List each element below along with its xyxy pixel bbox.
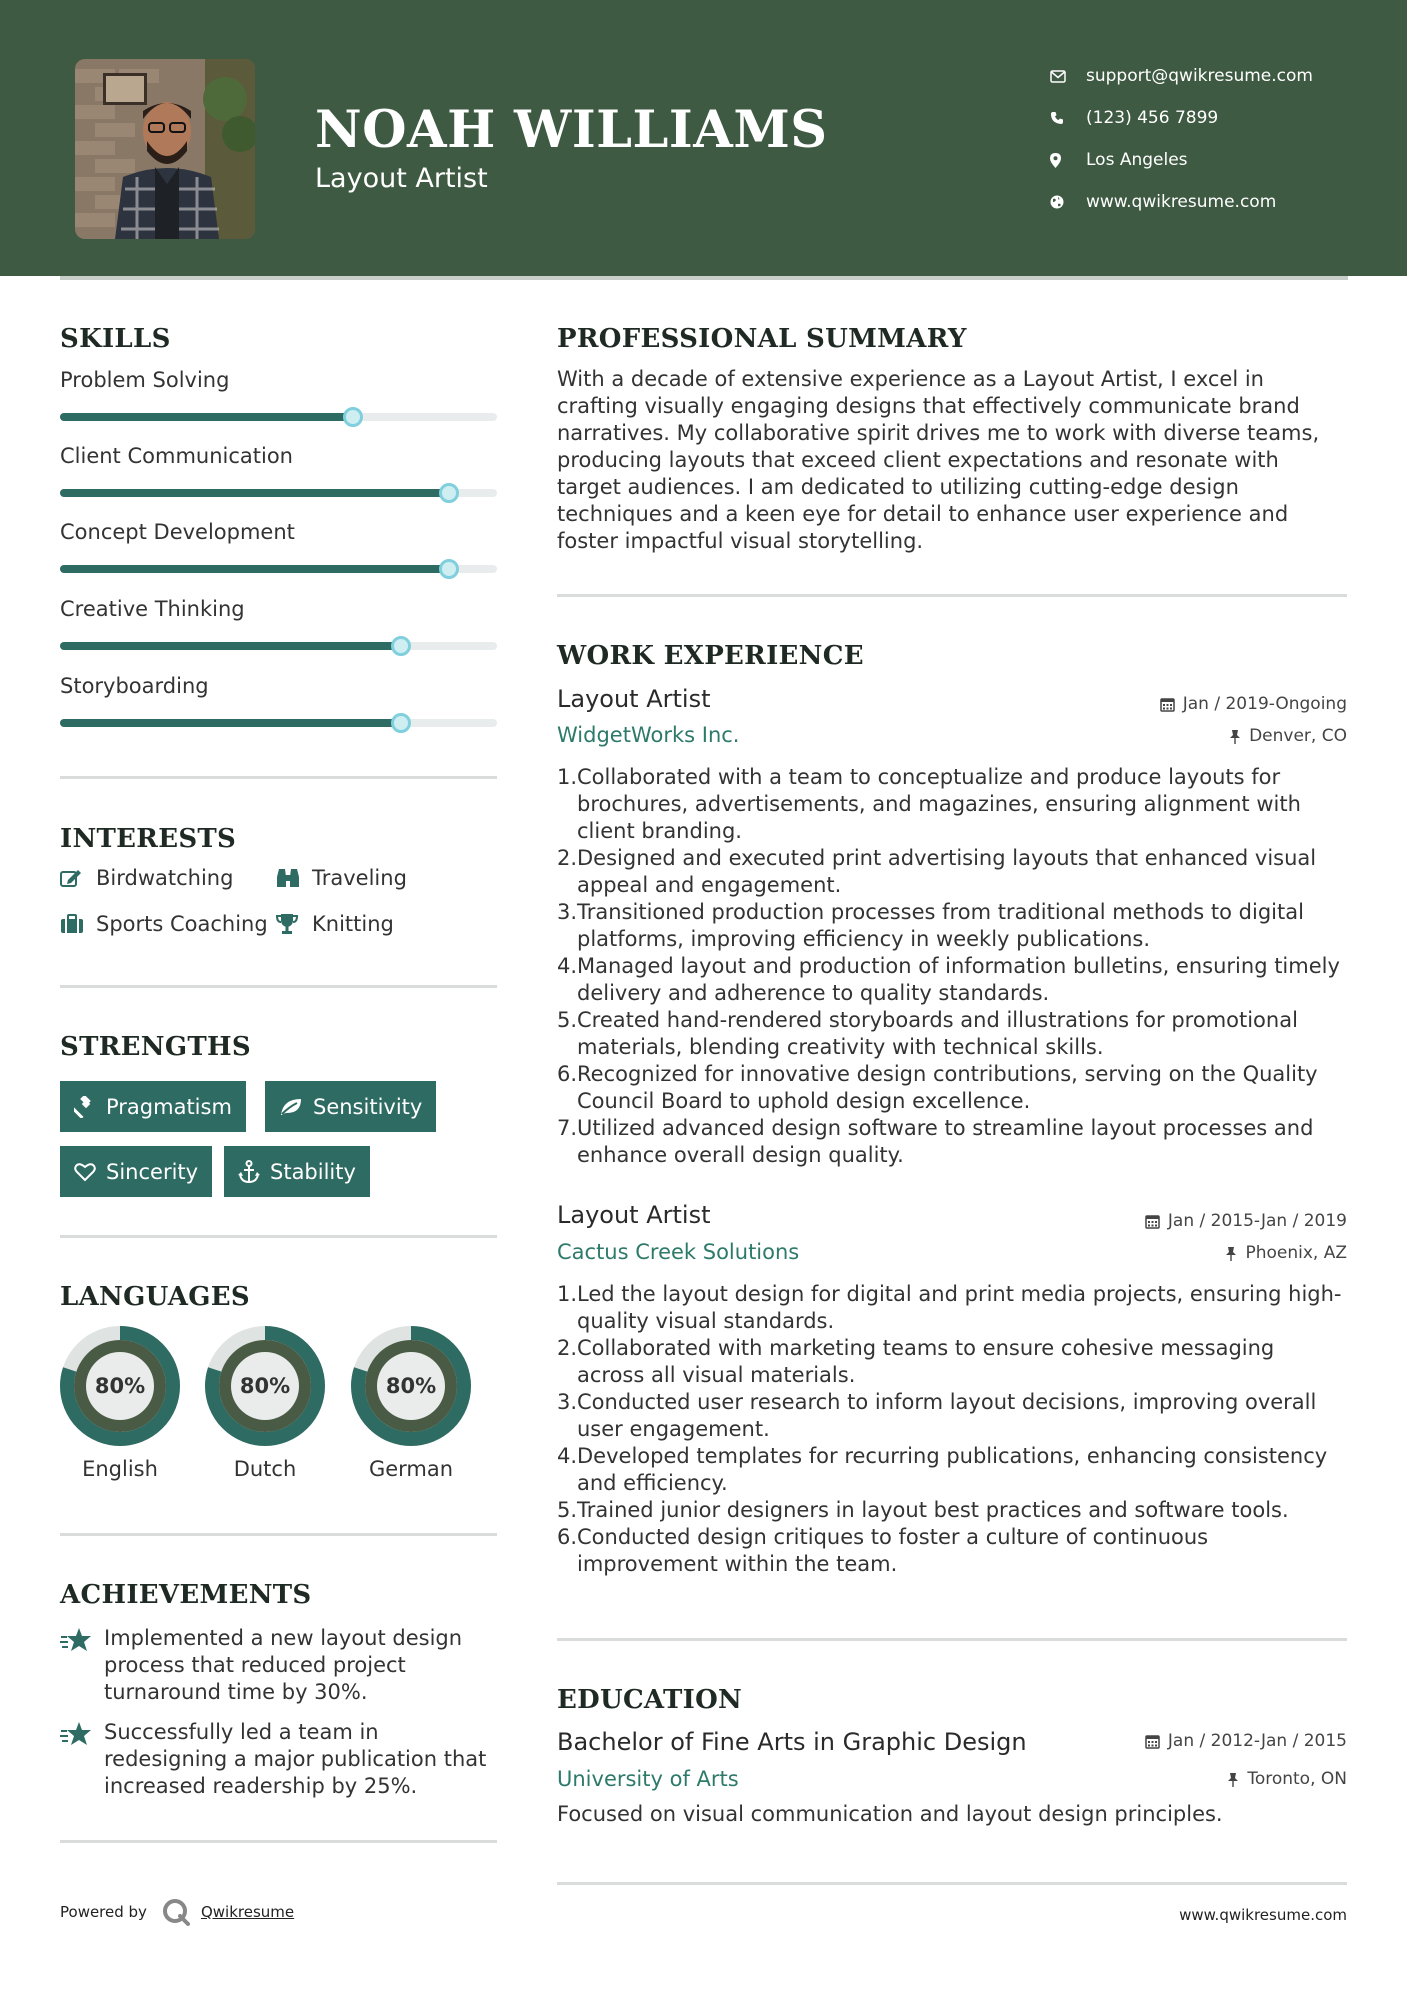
contact-email[interactable] <box>1050 55 1313 97</box>
duty-text: Created hand-rendered storyboards and illustrations for promotional materials, blending creativity with technical skills. <box>577 1008 1298 1059</box>
duty-number: 5. <box>557 1498 578 1522</box>
degree-title: Bachelor of Fine Arts in Graphic Design <box>557 1728 1027 1756</box>
duty-text: Conducted design critiques to foster a culture of continuous improvement within the team. <box>577 1525 1209 1576</box>
resume-header <box>0 0 1407 276</box>
duty-number: 6. <box>557 1525 578 1549</box>
skill-label: Creative Thinking <box>60 597 245 621</box>
trophy-icon <box>276 913 312 935</box>
language-donut <box>59 1325 181 1447</box>
section-divider <box>60 1235 497 1238</box>
language-name: German <box>368 1457 454 1481</box>
section-divider <box>60 1533 497 1536</box>
duty-text: Transitioned production processes from traditional methods to digital platforms, improving efficiency in weekly publications. <box>577 900 1304 951</box>
job-location <box>1229 726 1347 746</box>
education-description: Focused on visual communication and layout design principles. <box>557 1802 1223 1826</box>
duty-item <box>557 953 1347 1007</box>
achievement-item <box>60 1625 500 1706</box>
interest-label: Birdwatching <box>96 866 234 890</box>
skill-bar <box>60 489 497 497</box>
duty-text: Utilized advanced design software to streamline layout processes and enhance overall design quality. <box>577 1116 1314 1167</box>
interest-item <box>276 912 394 936</box>
duty-text: Managed layout and production of information bulletins, ensuring timely delivery and adherence to quality standards. <box>577 954 1340 1005</box>
duty-number: 1. <box>557 765 578 789</box>
job-title: Layout Artist <box>557 685 711 713</box>
skill-bar-knob <box>391 636 411 656</box>
interest-item <box>60 912 268 936</box>
languages-heading: LANGUAGES <box>60 1282 250 1312</box>
job-location <box>1225 1243 1347 1263</box>
anchor-icon <box>238 1160 260 1184</box>
star-icon <box>60 1719 104 1800</box>
strength-label: Pragmatism <box>106 1094 232 1119</box>
language-item <box>59 1325 181 1481</box>
section-divider <box>557 1882 1347 1885</box>
section-divider <box>557 594 1347 597</box>
language-name: English <box>82 1457 158 1481</box>
skill-bar-fill <box>60 413 353 421</box>
skill-label: Storyboarding <box>60 674 209 698</box>
job-title: Layout Artist <box>557 1201 711 1229</box>
strength-label: Sensitivity <box>313 1094 423 1119</box>
contact-list <box>1050 55 1313 223</box>
duty-number: 1. <box>557 1282 578 1306</box>
section-divider <box>60 776 497 779</box>
pushpin-icon <box>1227 1772 1239 1787</box>
skill-bar-fill <box>60 489 449 497</box>
strength-tag <box>60 1081 246 1132</box>
duty-number: 2. <box>557 846 578 870</box>
strength-label: Sincerity <box>106 1159 199 1184</box>
duty-text: Recognized for innovative design contributions, serving on the Quality Council Board to uphold design excellence. <box>577 1062 1318 1113</box>
duties-list <box>557 764 1347 1169</box>
skill-bar-knob <box>343 407 363 427</box>
candidate-name: NOAH WILLIAMS <box>315 100 828 160</box>
star-icon <box>60 1625 104 1706</box>
calendar-icon <box>1160 697 1175 712</box>
duty-number: 3. <box>557 900 578 924</box>
skill-bar <box>60 719 497 727</box>
skill-bar-fill <box>60 565 449 573</box>
duty-item <box>557 1335 1347 1389</box>
map-marker-icon <box>1050 153 1086 168</box>
contact-phone-text: (123) 456 7899 <box>1086 108 1219 128</box>
achievements-heading: ACHIEVEMENTS <box>60 1580 312 1610</box>
profile-photo <box>75 59 255 239</box>
contact-email-text: support@qwikresume.com <box>1086 66 1313 86</box>
achievement-text: Implemented a new layout design process that reduced project turnaround time by 30%. <box>104 1626 463 1704</box>
calendar-icon <box>1145 1214 1160 1229</box>
skill-bar <box>60 642 497 650</box>
company-name: Cactus Creek Solutions <box>557 1240 800 1264</box>
duty-text: Led the layout design for digital and print media projects, ensuring high-quality visual standards. <box>577 1282 1342 1333</box>
duty-text: Conducted user research to inform layout decisions, improving overall user engagement. <box>577 1390 1317 1441</box>
language-percent: 80% <box>94 1374 146 1398</box>
contact-phone[interactable] <box>1050 97 1313 139</box>
globe-icon <box>1050 195 1086 209</box>
job-dates-text: Jan / 2015-Jan / 2019 <box>1167 1211 1347 1231</box>
education-heading: EDUCATION <box>557 1685 743 1715</box>
duty-number: 4. <box>557 954 578 978</box>
envelope-icon <box>1050 70 1086 83</box>
header-divider <box>60 276 1348 280</box>
language-donut <box>204 1325 326 1447</box>
achievement-item <box>60 1719 500 1800</box>
duty-item <box>557 1389 1347 1443</box>
duty-text: Developed templates for recurring publications, enhancing consistency and efficiency. <box>577 1444 1328 1495</box>
qwikresume-link[interactable]: Qwikresume <box>200 1903 295 1921</box>
phone-icon <box>1050 111 1086 125</box>
duty-text: Collaborated with a team to conceptualize and produce layouts for brochures, advertisements, and magazines, ensuring alignment with client branding. <box>577 765 1301 843</box>
education-location <box>1227 1769 1347 1789</box>
duty-item <box>557 1497 1347 1524</box>
strength-tag <box>224 1146 370 1197</box>
pushpin-icon <box>1225 1246 1237 1261</box>
strengths-heading: STRENGTHS <box>60 1032 251 1062</box>
section-divider <box>557 1638 1347 1641</box>
duty-number: 5. <box>557 1008 578 1032</box>
skill-bar-knob <box>391 713 411 733</box>
duty-number: 4. <box>557 1444 578 1468</box>
duty-item <box>557 1524 1347 1578</box>
language-item <box>350 1325 472 1481</box>
duty-text: Collaborated with marketing teams to ensure cohesive messaging across all visual materials. <box>577 1336 1275 1387</box>
skill-bar <box>60 565 497 573</box>
section-divider <box>60 985 497 988</box>
interest-item <box>276 866 407 890</box>
job-dates <box>1160 694 1347 714</box>
contact-website[interactable] <box>1050 181 1313 223</box>
duties-list <box>557 1281 1347 1578</box>
skill-bar-knob <box>439 559 459 579</box>
summary-heading: PROFESSIONAL SUMMARY <box>557 324 967 354</box>
skill-bar-knob <box>439 483 459 503</box>
duty-number: 3. <box>557 1390 578 1414</box>
interest-label: Sports Coaching <box>96 912 268 936</box>
job-location-text: Denver, CO <box>1249 726 1347 746</box>
experience-heading: WORK EXPERIENCE <box>557 641 864 671</box>
duty-item <box>557 1115 1347 1169</box>
powered-by-label: Powered by <box>60 1903 147 1921</box>
company-name: WidgetWorks Inc. <box>557 723 740 747</box>
candidate-role: Layout Artist <box>315 163 488 194</box>
contact-website-text: www.qwikresume.com <box>1086 192 1277 212</box>
heart-icon <box>74 1162 96 1182</box>
skill-label: Client Communication <box>60 444 293 468</box>
job-dates <box>1145 1211 1347 1231</box>
skill-bar <box>60 413 497 421</box>
footer-website[interactable]: www.qwikresume.com <box>1179 1906 1347 1924</box>
language-percent: 80% <box>239 1374 291 1398</box>
skill-bar-fill <box>60 719 401 727</box>
education-dates-text: Jan / 2012-Jan / 2015 <box>1167 1731 1347 1751</box>
duty-number: 6. <box>557 1062 578 1086</box>
summary-text: With a decade of extensive experience as a Layout Artist, I excel in crafting visually engaging designs that effectively communicate brand narratives. My collaborative spirit drives me to work with diverse teams, producing layouts that exceed client expectations and resonate with target audiences. I am dedicated to utilizing cutting-edge design techniques and a keen eye for detail to enhance user experience and foster impactful visual storytelling. <box>557 367 1320 553</box>
interest-label: Traveling <box>312 866 407 890</box>
duty-item <box>557 764 1347 845</box>
strength-tag <box>60 1146 212 1197</box>
achievement-text: Successfully led a team in redesigning a major publication that increased readership by 25%. <box>104 1720 487 1798</box>
duty-text: Designed and executed print advertising layouts that enhanced visual appeal and engagement. <box>577 846 1317 897</box>
duty-number: 2. <box>557 1336 578 1360</box>
edit-icon <box>60 868 96 888</box>
qwikresume-logo-icon <box>161 1897 191 1927</box>
job-location-text: Phoenix, AZ <box>1245 1243 1347 1263</box>
interest-label: Knitting <box>312 912 394 936</box>
job-dates-text: Jan / 2019-Ongoing <box>1182 694 1347 714</box>
duty-text: Trained junior designers in layout best practices and software tools. <box>577 1498 1289 1522</box>
duty-item <box>557 1443 1347 1497</box>
school-name: University of Arts <box>557 1767 739 1791</box>
powered-by <box>60 1897 294 1927</box>
leaf-icon <box>279 1097 303 1117</box>
pushpin-icon <box>1229 729 1241 744</box>
skills-heading: SKILLS <box>60 324 171 354</box>
skill-bar-fill <box>60 642 401 650</box>
language-name: Dutch <box>233 1457 297 1481</box>
contact-location <box>1050 139 1313 181</box>
duty-item <box>557 899 1347 953</box>
contact-location-text: Los Angeles <box>1086 150 1188 170</box>
calendar-icon <box>1145 1734 1160 1749</box>
duty-item <box>557 1061 1347 1115</box>
binoculars-icon <box>276 867 312 889</box>
language-item <box>204 1325 326 1481</box>
gavel-icon <box>74 1096 96 1118</box>
strength-tag <box>265 1081 436 1132</box>
duty-number: 7. <box>557 1116 578 1140</box>
section-divider <box>60 1840 497 1843</box>
education-location-text: Toronto, ON <box>1247 1769 1347 1789</box>
skill-label: Concept Development <box>60 520 295 544</box>
briefcase-icon <box>60 914 96 934</box>
strength-label: Stability <box>270 1159 356 1184</box>
interest-item <box>60 866 233 890</box>
duty-item <box>557 1281 1347 1335</box>
language-percent: 80% <box>385 1374 437 1398</box>
skill-label: Problem Solving <box>60 368 230 392</box>
language-donut <box>350 1325 472 1447</box>
education-dates <box>1145 1731 1347 1751</box>
duty-item <box>557 1007 1347 1061</box>
interests-heading: INTERESTS <box>60 824 237 854</box>
duty-item <box>557 845 1347 899</box>
